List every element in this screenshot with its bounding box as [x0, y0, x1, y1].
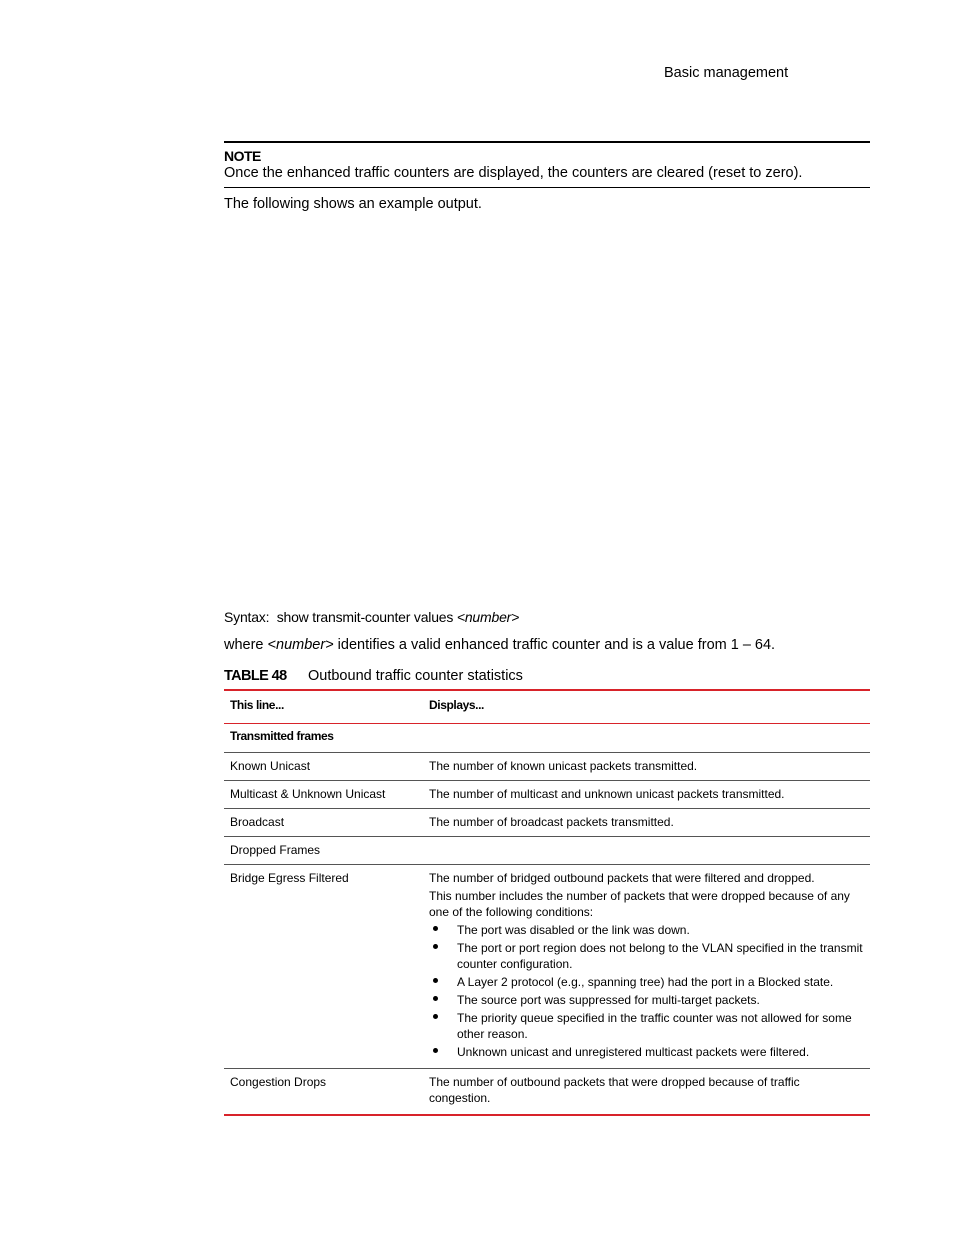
row-desc-cell: The number of known unicast packets transmitted.: [423, 753, 870, 781]
row-line-cell: Multicast & Unknown Unicast: [224, 781, 423, 809]
where-arg: <number>: [267, 637, 334, 653]
list-item: The source port was suppressed for multi-target packets.: [429, 992, 864, 1008]
condition-list: [429, 922, 864, 1060]
table-row: [224, 781, 870, 809]
syntax-line: [224, 609, 519, 625]
table-row: [224, 753, 870, 781]
row-line-cell: Known Unicast: [224, 753, 423, 781]
note-box: [224, 141, 870, 188]
section-empty-cell: [423, 724, 870, 753]
where-line: [224, 637, 775, 653]
table-caption: [224, 668, 523, 684]
table-number: TABLE 48: [224, 668, 287, 684]
note-title: NOTE: [224, 148, 261, 164]
syntax-arg: <number>: [456, 609, 520, 625]
row-desc-cell: The number of outbound packets that were dropped because of traffic congestion.: [429, 1075, 800, 1105]
column-header-line: This line...: [224, 690, 423, 724]
syntax-command: show transmit-counter values: [276, 609, 454, 625]
note-text: Once the enhanced traffic counters are displayed, the counters are cleared (reset to zero).: [224, 165, 803, 181]
running-header: Basic management: [664, 65, 789, 81]
row-line-cell: Bridge Egress Filtered: [224, 865, 423, 1069]
section-label: Transmitted frames: [224, 724, 423, 753]
table-row: [224, 1069, 870, 1116]
list-item: The priority queue specified in the traffic counter was not allowed for some other reason.: [429, 1010, 864, 1042]
table-row: [224, 809, 870, 837]
where-suffix: identifies a valid enhanced traffic counter and is a value from 1 – 64.: [333, 637, 776, 653]
intro-text: The following shows an example output.: [224, 196, 482, 212]
list-item: Unknown unicast and unregistered multicast packets were filtered.: [429, 1044, 864, 1060]
table-title: Outbound traffic counter statistics: [308, 668, 523, 684]
row-desc-cell: [423, 837, 870, 865]
row-desc-cell: The number of broadcast packets transmitted.: [423, 809, 870, 837]
table-row: [224, 865, 870, 1069]
list-item: A Layer 2 protocol (e.g., spanning tree) had the port in a Blocked state.: [429, 974, 864, 990]
row-desc-cell: [423, 865, 870, 1069]
row-line-cell: Dropped Frames: [224, 837, 423, 865]
column-header-displays: Displays...: [423, 690, 870, 724]
table-section-row: [224, 724, 870, 753]
row-line-cell: Congestion Drops: [230, 1075, 327, 1089]
list-item: The port was disabled or the link was down.: [429, 922, 864, 938]
row-line-cell: Broadcast: [224, 809, 423, 837]
counter-statistics-table: [224, 689, 870, 1116]
table-header-row: [224, 690, 870, 724]
row-desc-cell: The number of multicast and unknown unicast packets transmitted.: [423, 781, 870, 809]
syntax-label: Syntax:: [224, 609, 270, 625]
row-desc-text-2: This number includes the number of packets that were dropped because of any one of the following conditions:: [429, 889, 850, 919]
table-row: [224, 837, 870, 865]
list-item: The port or port region does not belong to the VLAN specified in the transmit counter configuration.: [429, 940, 864, 972]
row-desc-text: The number of bridged outbound packets that were filtered and dropped.: [429, 871, 815, 885]
where-prefix: where: [224, 637, 268, 653]
